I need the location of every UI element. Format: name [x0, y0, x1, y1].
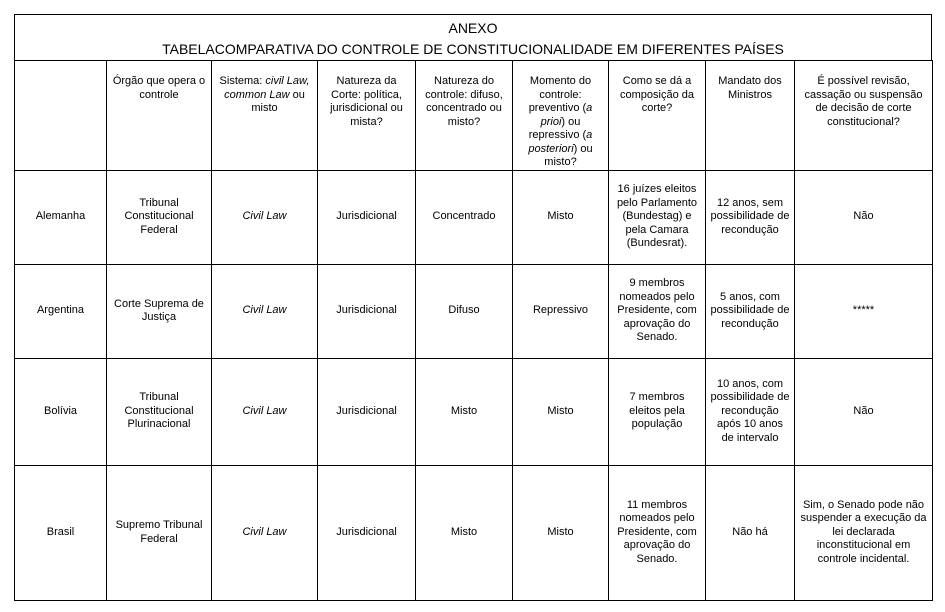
cell-mandate: Não há [706, 465, 795, 600]
annex-document [14, 14, 932, 601]
table-row [15, 465, 933, 600]
cell-control-nature: Concentrado [416, 170, 513, 264]
table-row [15, 264, 933, 358]
cell-system: Civil Law [212, 358, 318, 465]
cell-review: ***** [795, 264, 933, 358]
header-row [15, 61, 933, 171]
cell-organ: Tribunal Constitucional Plurinacional [107, 358, 212, 465]
cell-moment: Misto [513, 358, 609, 465]
header-system-italic: civil Law, common Law [224, 75, 310, 101]
cell-review: Não [795, 170, 933, 264]
cell-court-nature: Jurisdicional [318, 358, 416, 465]
cell-mandate: 12 anos, sem possibilidade de recondução [706, 170, 795, 264]
cell-country: Argentina [15, 264, 107, 358]
table-title: TABELACOMPARATIVA DO CONTROLE DE CONSTITUCIONALIDADE EM DIFERENTES PAÍSES [162, 41, 784, 57]
cell-moment: Misto [513, 465, 609, 600]
header-system [212, 61, 318, 171]
table-row [15, 170, 933, 264]
header-moment-part-a: Momento do controle: preventivo ( [528, 75, 592, 114]
header-moment-part-d: a posteriori [528, 129, 593, 155]
cell-composition: 11 membros nomeados pelo Presidente, com aprovação do Senado. [609, 465, 706, 600]
header-organ: Órgão que opera o controle [107, 61, 212, 171]
cell-court-nature: Jurisdicional [318, 170, 416, 264]
cell-country: Brasil [15, 465, 107, 600]
header-court-nature: Natureza da Corte: política, jurisdicional ou mista? [318, 61, 416, 171]
cell-control-nature: Difuso [416, 264, 513, 358]
header-moment-part-c: ) ou repressivo ( [528, 115, 587, 141]
header-system-suffix: ou misto [251, 88, 305, 114]
cell-country: Alemanha [15, 170, 107, 264]
header-composition: Como se dá a composição da corte? [609, 61, 706, 171]
cell-control-nature: Misto [416, 358, 513, 465]
cell-system: Civil Law [212, 264, 318, 358]
header-review: É possível revisão, cassação ou suspensão de decisão de corte constitucional? [795, 61, 933, 171]
table-row [15, 358, 933, 465]
cell-review: Não [795, 358, 933, 465]
title-block [14, 14, 932, 60]
comparison-table [14, 60, 933, 601]
header-moment-part-b: a prioi [540, 102, 593, 128]
header-system-prefix: Sistema: [219, 75, 266, 87]
header-mandate: Mandato dos Ministros [706, 61, 795, 171]
annex-title: ANEXO [448, 20, 498, 36]
cell-mandate: 10 anos, com possibilidade de recondução após 10 anos de intervalo [706, 358, 795, 465]
cell-composition: 9 membros nomeados pelo Presidente, com aprovação do Senado. [609, 264, 706, 358]
cell-organ: Tribunal Constitucional Federal [107, 170, 212, 264]
cell-composition: 16 juízes eleitos pelo Parlamento (Bundestag) e pela Camara (Bundesrat). [609, 170, 706, 264]
cell-system: Civil Law [212, 170, 318, 264]
cell-system: Civil Law [212, 465, 318, 600]
cell-review: Sim, o Senado pode não suspender a execução da lei declarada inconstitucional em controle incidental. [795, 465, 933, 600]
header-moment [513, 61, 609, 171]
cell-court-nature: Jurisdicional [318, 264, 416, 358]
cell-country: Bolívia [15, 358, 107, 465]
cell-organ: Supremo Tribunal Federal [107, 465, 212, 600]
cell-organ: Corte Suprema de Justiça [107, 264, 212, 358]
header-moment-part-e: ) ou misto? [544, 142, 593, 168]
cell-control-nature: Misto [416, 465, 513, 600]
cell-court-nature: Jurisdicional [318, 465, 416, 600]
header-country [15, 61, 107, 171]
cell-moment: Misto [513, 170, 609, 264]
cell-moment: Repressivo [513, 264, 609, 358]
header-control-nature: Natureza do controle: difuso, concentrado ou misto? [416, 61, 513, 171]
cell-mandate: 5 anos, com possibilidade de recondução [706, 264, 795, 358]
cell-composition: 7 membros eleitos pela população [609, 358, 706, 465]
